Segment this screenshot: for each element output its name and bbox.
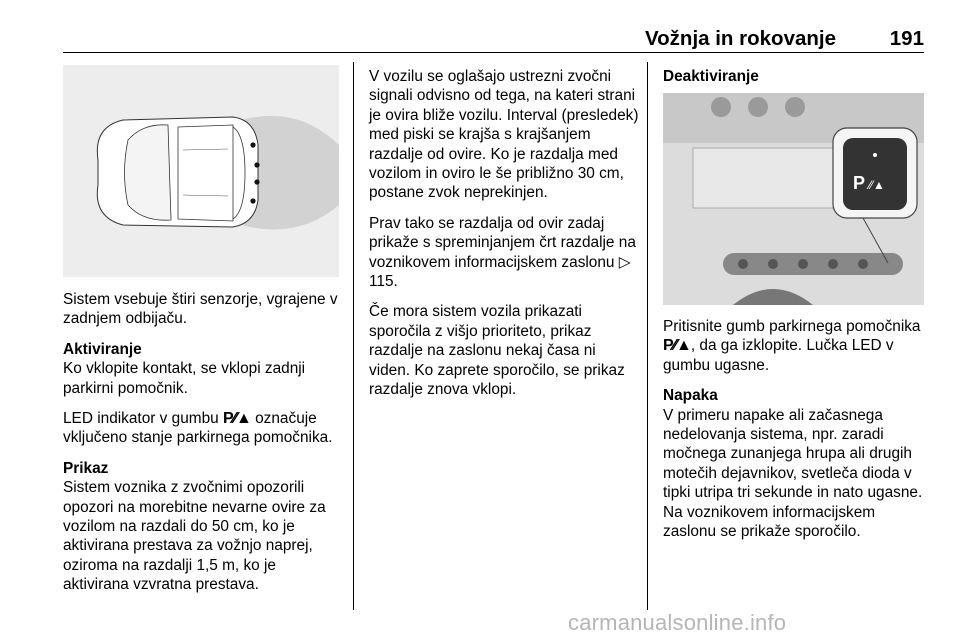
- paragraph: V vozilu se oglašajo ustrezni zvočni signali odvisno od tega, na kateri strani je ovira bliže vozilu. Interval (presledek) med piski se krajša s krajšanjem razdalje od ovire. Ko je razdalja med vozilom in oviro le še približno 30 cm, postane zvok neprekinjen.: [369, 68, 639, 202]
- park-assist-symbol-letter: P: [663, 337, 673, 355]
- column-divider: [353, 62, 354, 610]
- svg-text:⁄⁄▲: ⁄⁄▲: [869, 178, 885, 192]
- section-heading-napaka: Napaka: [663, 387, 718, 405]
- page-header: [63, 20, 924, 53]
- paragraph: Sistem voznika z zvočnimi opozorili opozori na morebitne nevarne ovire za vozilom na razdali do 50 cm, ko je aktivirana prestava za vožnjo naprej, oziroma na razdalji 1,5 m, ko je aktivirana vzvratna prestava.: [63, 479, 326, 594]
- park-assist-symbol-letter: P: [222, 410, 233, 428]
- page-title: Vožnja in rokovanje: [645, 27, 836, 50]
- text-run: LED indikator v gumbu: [63, 410, 223, 428]
- paragraph: V primeru napake ali začasnega nedelovanja sistema, npr. zaradi močnega zunanjega hrupa ali drugih motečih dejavnikov, svetleča dioda v tipki utripa tri sekunde in nato ugasne. Na voznikovem informacijskem zaslonu se prikaže sporočilo.: [663, 406, 923, 541]
- column-3: [663, 67, 928, 86]
- console-illustration-svg: [663, 93, 924, 305]
- text-run: Pritisnite gumb parkirnega pomočnika: [663, 318, 921, 335]
- column-1: [63, 290, 345, 606]
- park-assist-icon: P⁄⁄▲: [663, 337, 691, 355]
- figure-caption: Sistem vsebuje štiri senzorje, vgrajene v zadnjem odbijaču.: [63, 291, 338, 328]
- paragraph: [63, 409, 345, 448]
- paragraph: Če mora sistem vozila prikazati sporočila z višjo prioriteto, prikaz razdalje na zaslonu nekaj časa ni viden. Ko zaprete sporočilo, se prikaz razdalje znova vklopi.: [369, 303, 625, 399]
- paragraph: Ko vklopite kontakt, se vklopi zadnji parkirni pomočnik.: [63, 360, 306, 397]
- paragraph: [369, 214, 639, 292]
- park-assist-icon: P⁄⁄▲: [222, 410, 251, 428]
- column-2: [369, 67, 639, 411]
- svg-text:P: P: [853, 173, 866, 193]
- section-heading-deaktiviranje: Deaktiviranje: [663, 68, 759, 85]
- page-reference-number: 115: [369, 273, 394, 291]
- section-heading-prikaz: Prikaz: [63, 459, 109, 477]
- dashboard-button-photo: [663, 93, 924, 305]
- page-reference-icon: ▷: [618, 253, 631, 271]
- paragraph: [663, 317, 928, 375]
- text-run: označuje vključeno stanje parkirnega pomočnika.: [63, 410, 333, 447]
- section-heading-aktiviranje: Aktiviranje: [63, 340, 142, 358]
- car-top-view-svg: [63, 65, 339, 277]
- watermark: carmanualsonline.info: [568, 610, 787, 635]
- text-run: .: [393, 273, 398, 291]
- text-run: , da ga izklopite. Lučka LED v gumbu ugasne.: [663, 337, 894, 374]
- column-3-text: [663, 317, 928, 552]
- page-number: 191: [889, 27, 924, 50]
- text-run: Prav tako se razdalja od ovir zadaj prikaže s spreminjanjem črt razdalje na voznikovem informacijskem zaslonu: [369, 214, 636, 271]
- column-divider: [647, 62, 648, 610]
- car-sensor-illustration: [63, 65, 339, 277]
